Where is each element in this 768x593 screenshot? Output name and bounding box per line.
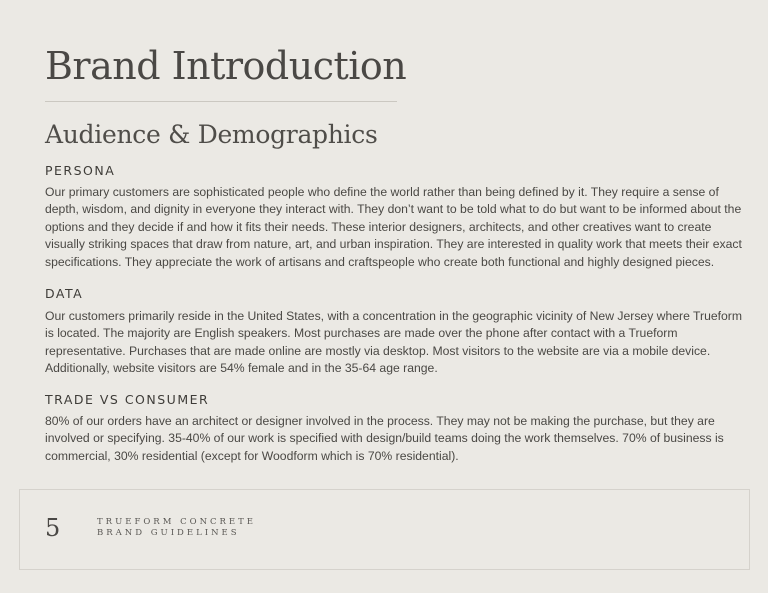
page-footer <box>19 489 750 570</box>
title-divider <box>45 101 397 102</box>
trade-vs-consumer-heading: TRADE VS CONSUMER <box>45 392 210 407</box>
section-title: Audience & Demographics <box>45 120 378 149</box>
page-title: Brand Introduction <box>45 44 407 88</box>
persona-heading: PERSONA <box>45 163 116 178</box>
trade-vs-consumer-text: 80% of our orders have an architect or designer involved in the process. They may not be making the purchase, but they are involved or specifying. 35-40% of our work is specified with design/build teams doing the work themselves. 70% of business is commercial, 30% residential (except for Woodform which is 70% residential). <box>45 414 724 463</box>
footer-document-name: BRAND GUIDELINES <box>97 528 240 538</box>
persona-text: Our primary customers are sophisticated people who define the world rather than being defined by it. They require a sense of depth, wisdom, and dignity in everyone they interact with. They don’t want to be told what to do but want to be informed about the options and they decide if and how it fits their needs. These interior designers, architects, and other creatives want to create visually striking spaces that draw from nature, art, and urban inspiration. They are interested in quality work that meets their exact specifications. They appreciate the work of artisans and craftspeople who create both functional and highly designed pieces. <box>45 185 742 269</box>
data-text: Our customers primarily reside in the United States, with a concentration in the geographic vicinity of New Jersey where Trueform is located. The majority are English speakers. Most purchases are made over the phone after contact with a Trueform representative. Purchases that are made online are mostly via desktop. Most visitors to the website are via a mobile device. Additionally, website visitors are 54% female and in the 35-64 age range. <box>45 309 743 376</box>
footer-brand-name: TRUEFORM CONCRETE <box>97 517 257 527</box>
data-heading: DATA <box>45 286 84 301</box>
page-number: 5 <box>45 514 61 542</box>
